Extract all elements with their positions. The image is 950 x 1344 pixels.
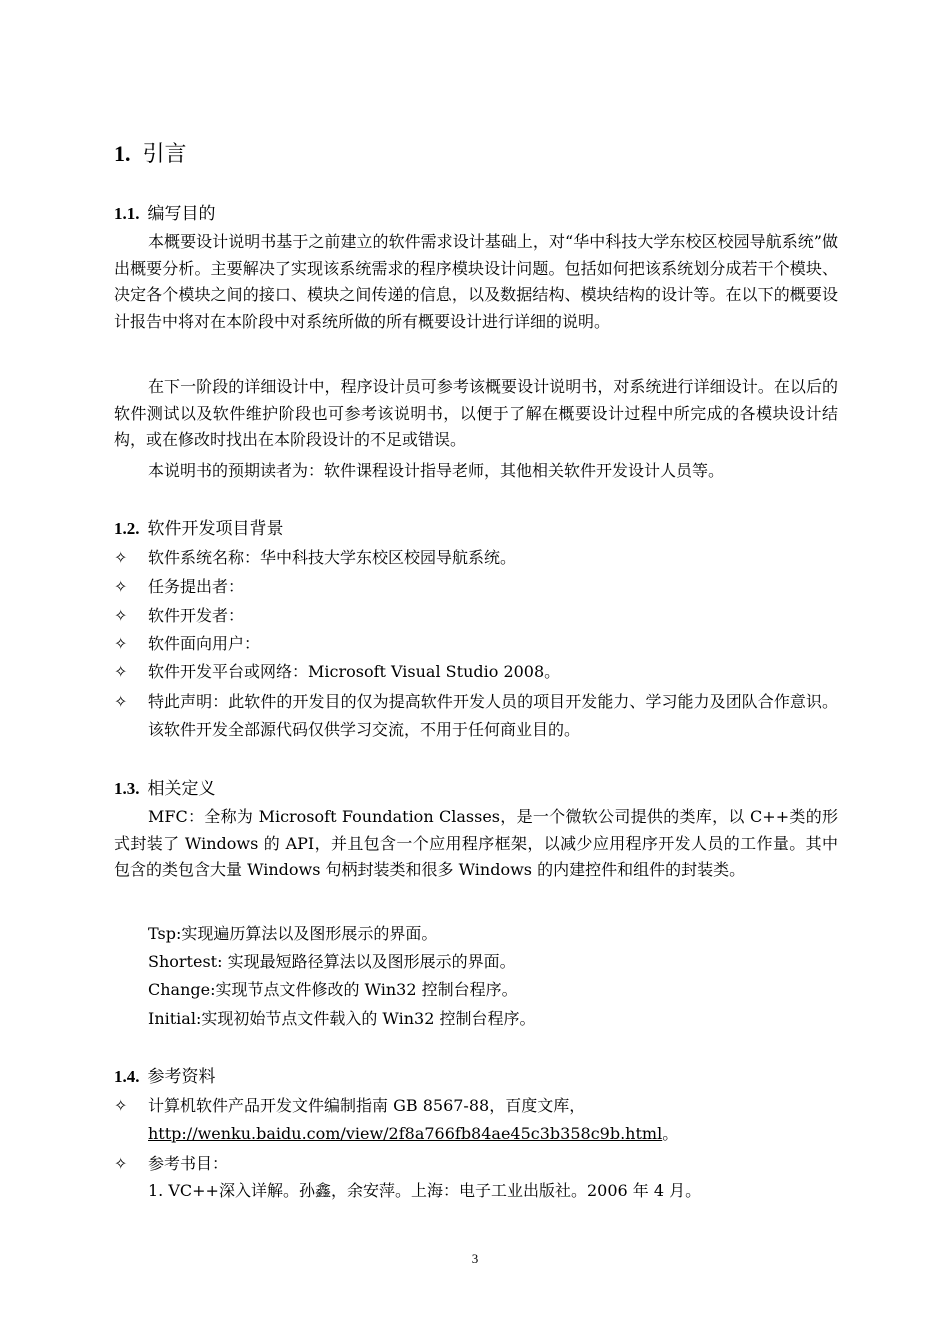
background-item-users: ✧ 软件面向用户： (114, 630, 838, 658)
background-item-requester: ✧ 任务提出者： (114, 573, 838, 601)
subsection-heading-definitions (114, 777, 216, 801)
purpose-paragraph-2: 在下一阶段的详细设计中，程序设计员可参考该概要设计说明书，对系统进行详细设计。在以后的软件测试以及软件维护阶段也可参考该说明书，以便于了解在概要设计过程中所完成的各模块设计结构，或在修改时找出在本阶段设计的不足或错误。 (114, 377, 838, 449)
definition-change: Change:实现节点文件修改的 Win32 控制台程序。 (148, 980, 518, 999)
subsection-title: 编写目的 (147, 204, 216, 224)
section-title: 引言 (142, 142, 187, 167)
purpose-paragraph-1: 本概要设计说明书基于之前建立的软件需求设计基础上，对“华中科技大学东校区校园导航系统”做出概要分析。主要解决了实现该系统需求的程序模块设计问题。包括如何把该系统划分成若干个模块、决定各个模块之间的接口、模块之间传递的信息，以及数据结构、模块结构的设计等。在以下的概要设计报告中将对在本阶段中对系统所做的所有概要设计进行详细的说明。 (114, 232, 838, 331)
subsection-title: 参考资料 (147, 1067, 216, 1087)
book-item-1: 1. VC++深入详解。孙鑫，余安萍。上海：电子工业出版社。2006 年 4 月。 (148, 1181, 702, 1200)
diamond-outline-icon: ✧ (114, 1096, 128, 1115)
background-item-statement: ✧ 特此声明：此软件的开发目的仅为提高软件开发人员的项目开发能力、学习能力及团队合作意识。该软件开发全部源代码仅供学习交流，不用于任何商业目的。 (114, 688, 838, 744)
diamond-outline-icon: ✧ (114, 606, 128, 625)
subsection-heading-references (114, 1065, 216, 1089)
reference-link-line (148, 1121, 678, 1147)
definition-shortest: Shortest: 实现最短路径算法以及图形展示的界面。 (148, 952, 516, 971)
subsection-heading-purpose (114, 202, 216, 226)
reference-link-tail: 。 (662, 1124, 679, 1143)
subsection-number: 1.2. (114, 519, 140, 538)
section-number: 1. (114, 141, 131, 166)
diamond-outline-icon: ✧ (114, 692, 128, 711)
subsection-number: 1.4. (114, 1067, 140, 1086)
background-item-developer: ✧ 软件开发者： (114, 602, 838, 630)
reference-item-guide: ✧ 计算机软件产品开发文件编制指南 GB 8567-88，百度文库， (114, 1092, 838, 1120)
diamond-outline-icon: ✧ (114, 634, 128, 653)
subsection-number: 1.3. (114, 779, 140, 798)
mfc-definition: MFC：全称为 Microsoft Foundation Classes，是一个微软公司提供的类库，以 C++类的形式封装了 Windows 的 API，并且包含一个应用程序框架，以减少应用程序开发人员的工作量。其中包含的类包含大量 Windows 句柄封装类和很多 Windows 的内建控件和组件的封装类。 (114, 807, 838, 879)
diamond-outline-icon: ✧ (114, 577, 128, 596)
diamond-outline-icon: ✧ (114, 662, 128, 681)
subsection-title: 相关定义 (147, 779, 216, 799)
page-number: 3 (471, 1251, 479, 1266)
reference-item-books: ✧ 参考书目： (114, 1150, 838, 1178)
subsection-number: 1.1. (114, 204, 140, 223)
definition-initial: Initial:实现初始节点文件载入的 Win32 控制台程序。 (148, 1009, 536, 1028)
diamond-outline-icon: ✧ (114, 1154, 128, 1173)
reference-link[interactable]: http://wenku.baidu.com/view/2f8a766fb84ae45c3b358c9b.html (148, 1124, 663, 1143)
subsection-title: 软件开发项目背景 (147, 519, 284, 539)
subsection-heading-background (114, 517, 284, 541)
section-heading-introduction (114, 140, 187, 169)
background-item-name: ✧ 软件系统名称：华中科技大学东校区校园导航系统。 (114, 544, 838, 572)
definition-tsp: Tsp:实现遍历算法以及图形展示的界面。 (148, 924, 438, 943)
purpose-paragraph-3: 本说明书的预期读者为：软件课程设计指导老师，其他相关软件开发设计人员等。 (148, 461, 725, 480)
diamond-outline-icon: ✧ (114, 548, 128, 567)
background-item-platform: ✧ 软件开发平台或网络：Microsoft Visual Studio 2008。 (114, 658, 838, 686)
